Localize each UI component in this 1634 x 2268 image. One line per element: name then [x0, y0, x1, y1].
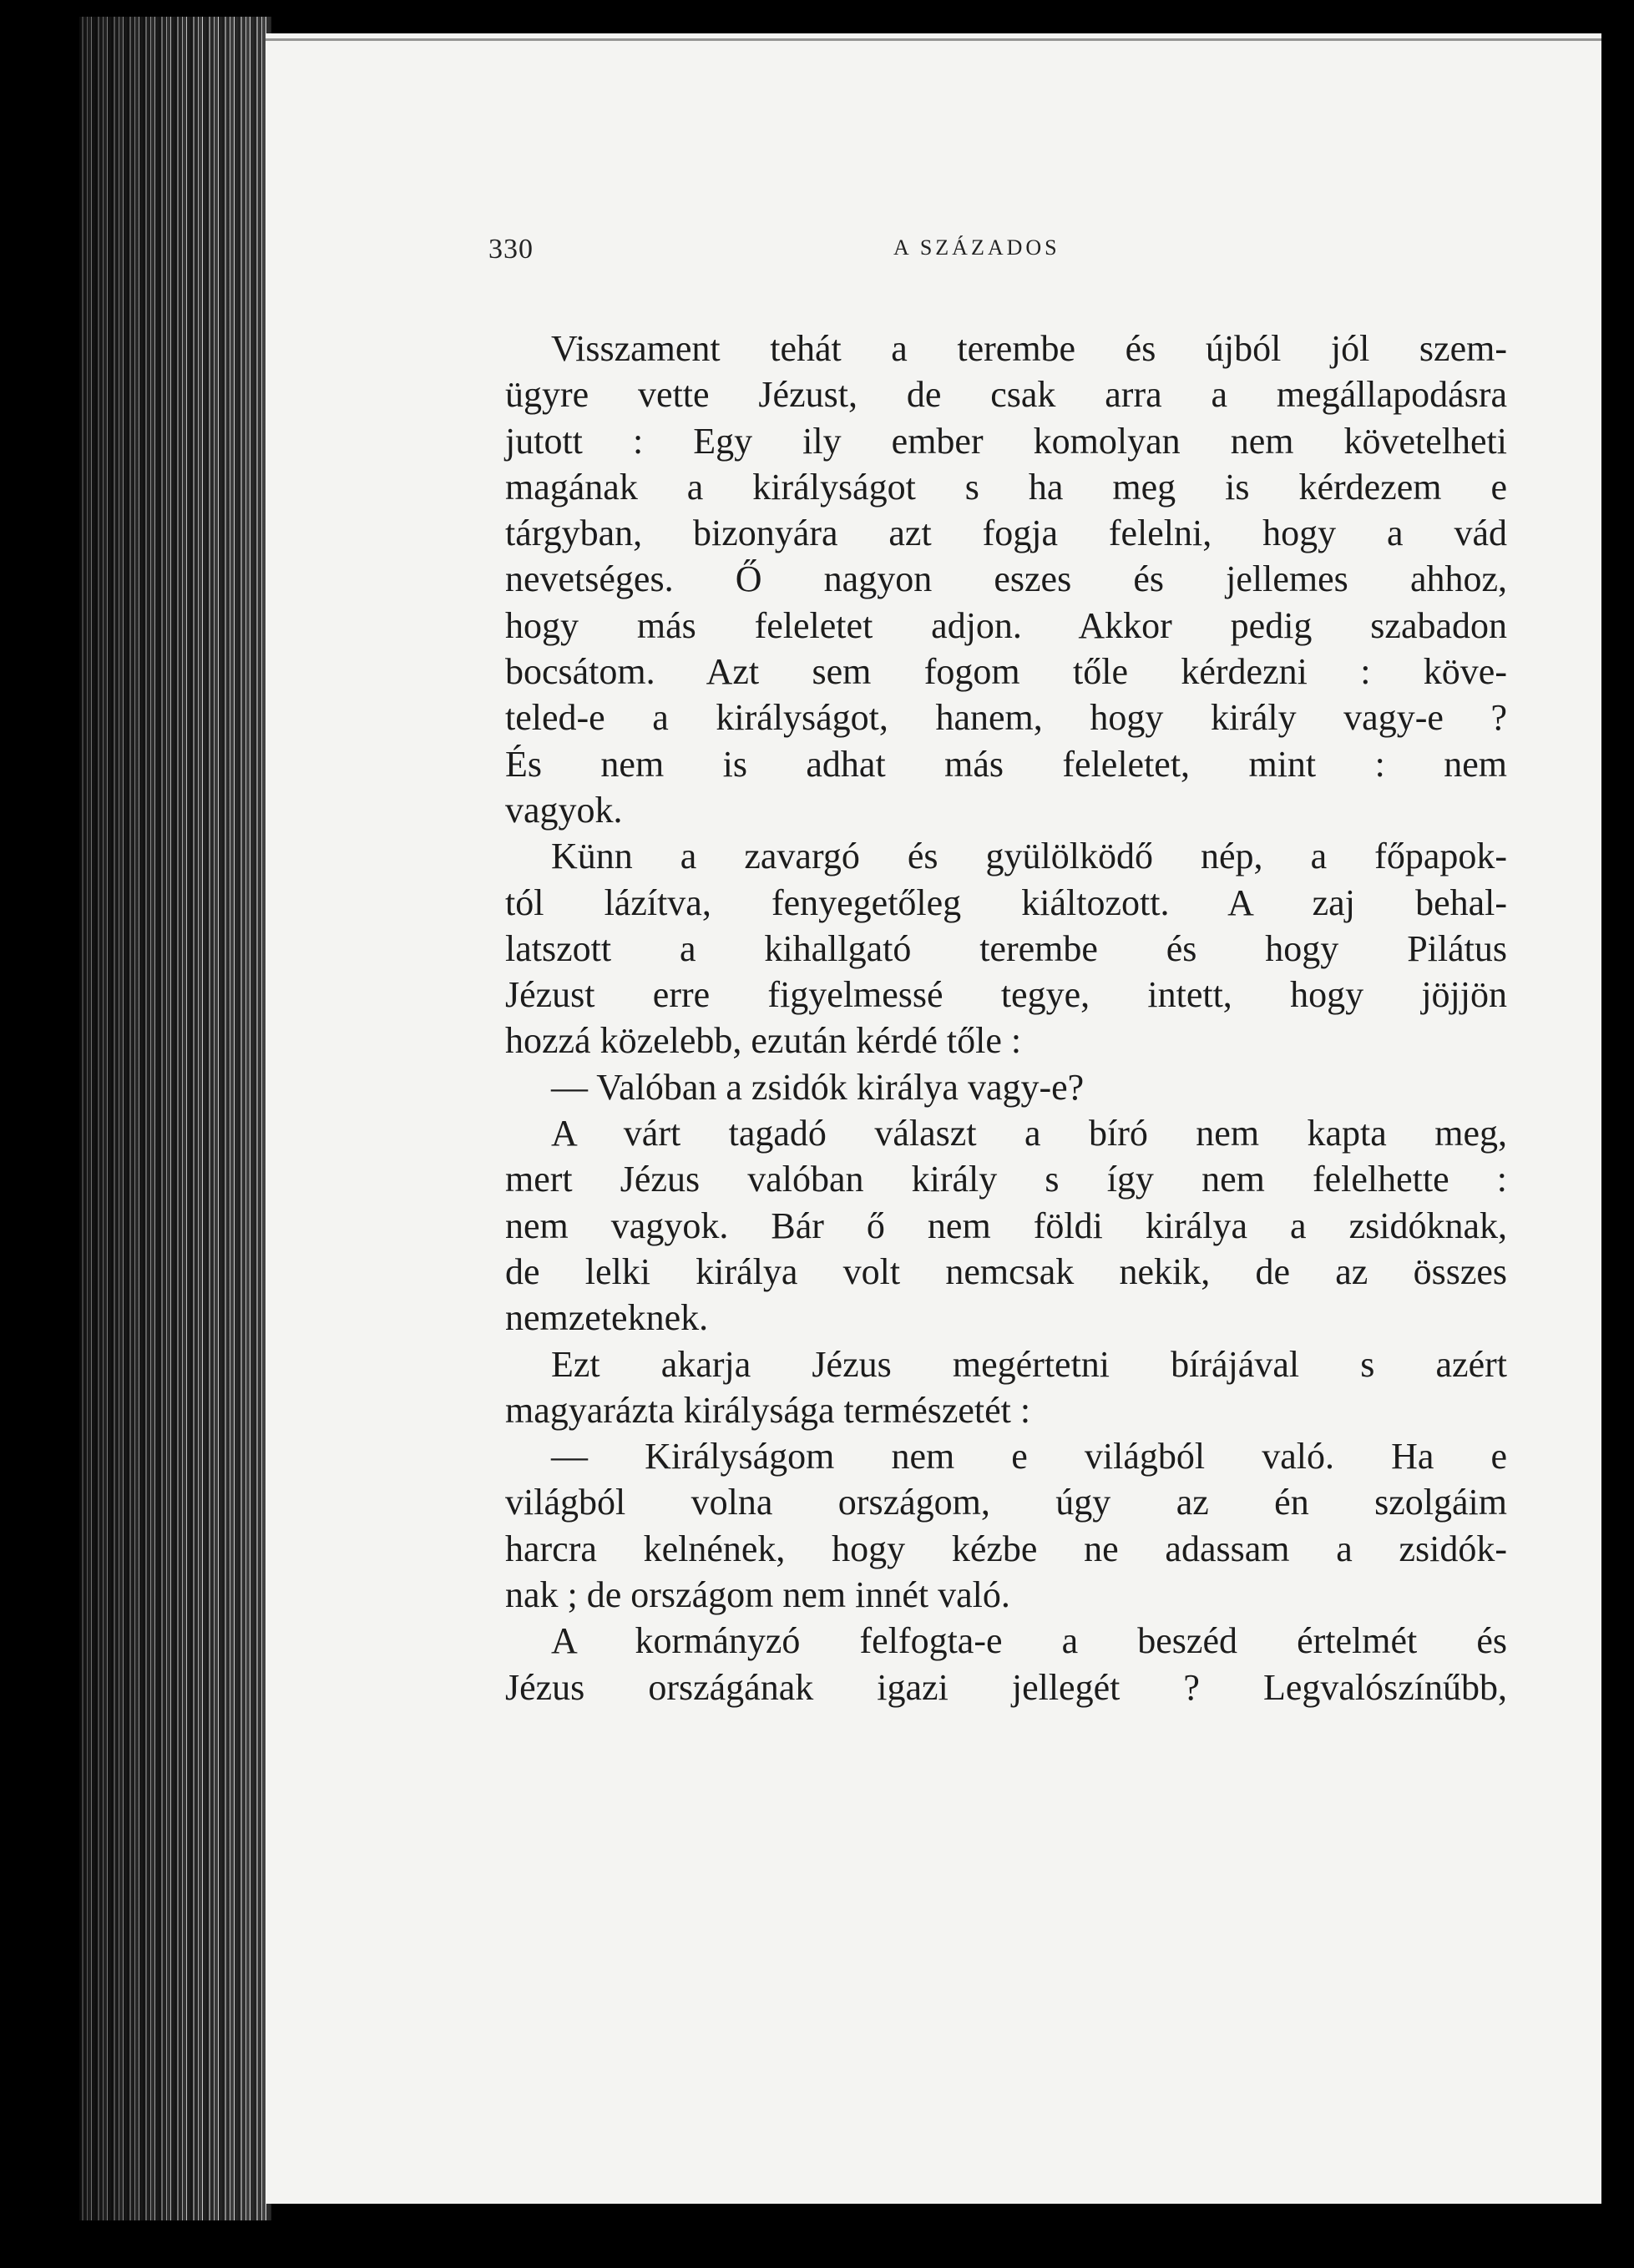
text-line: latszott a kihallgató terembe és hogy Pilátus [505, 927, 1507, 969]
text-line: bocsátom. Azt sem fogom tőle kérdezni : köve- [505, 651, 1507, 693]
text-line: És nem is adhat más feleletet, mint : nem [505, 743, 1507, 785]
text-line: — Valóban a zsidók királya vagy-e? [551, 1066, 1085, 1108]
text-line: ügyre vette Jézust, de csak arra a megállapodásra [505, 374, 1507, 416]
text-line: A kormányzó felfogta-e a beszéd értelmét és [551, 1620, 1507, 1662]
text-line: nevetséges. Ő nagyon eszes és jellemes ahhoz, [505, 558, 1507, 600]
text-line: nem vagyok. Bár ő nem földi királya a zsidóknak, [505, 1205, 1507, 1246]
text-line: harcra kelnének, hogy kézbe ne adassam a zsidók- [505, 1528, 1507, 1569]
running-head [488, 234, 1532, 267]
text-line: Ezt akarja Jézus megértetni bírájával s azért [551, 1343, 1507, 1385]
text-line: magának a királyságot s ha meg is kérdezem e [505, 466, 1507, 508]
text-line: teled-e a királyságot, hanem, hogy király vagy-e ? [505, 697, 1507, 739]
text-line: hogy más feleletet adjon. Akkor pedig szabadon [505, 604, 1507, 646]
text-line: világból volna országom, úgy az én szolgáim [505, 1482, 1507, 1523]
text-line: mert Jézus valóban király s így nem felelhette : [505, 1159, 1507, 1200]
chapter-title: A SZÁZADOS [893, 235, 1060, 260]
text-line: vagyok. [505, 789, 623, 831]
page-edges [79, 17, 271, 2220]
text-line: nak ; de országom nem innét való. [505, 1574, 1010, 1616]
body-text [505, 326, 1507, 1710]
text-line: magyarázta királysága természetét : [505, 1389, 1031, 1431]
text-line: jutott : Egy ily ember komolyan nem követelheti [505, 420, 1507, 462]
text-line: tárgyban, bizonyára azt fogja felelni, hogy a vád [505, 513, 1507, 554]
text-line: A várt tagadó választ a bíró nem kapta meg, [551, 1113, 1507, 1154]
top-edge-line [266, 38, 1601, 41]
text-line: tól lázítva, fenyegetőleg kiáltozott. A zaj behal- [505, 881, 1507, 923]
text-line: Künn a zavargó és gyülölködő nép, a főpapok- [551, 836, 1507, 877]
text-line: de lelki királya volt nemcsak nekik, de az összes [505, 1250, 1507, 1292]
page-number: 330 [488, 234, 534, 265]
text-line: Jézust erre figyelmessé tegye, intett, hogy jöjjön [505, 974, 1507, 1016]
text-line: Jézus országának igazi jellegét ? Legvalószínűbb, [505, 1666, 1507, 1708]
text-line: — Királyságom nem e világból való. Ha e [551, 1436, 1507, 1477]
text-line: hozzá közelebb, ezután kérdé tőle : [505, 1020, 1022, 1062]
text-line: Visszament tehát a terembe és újból jól szem- [551, 328, 1507, 369]
text-line: nemzeteknek. [505, 1297, 709, 1339]
